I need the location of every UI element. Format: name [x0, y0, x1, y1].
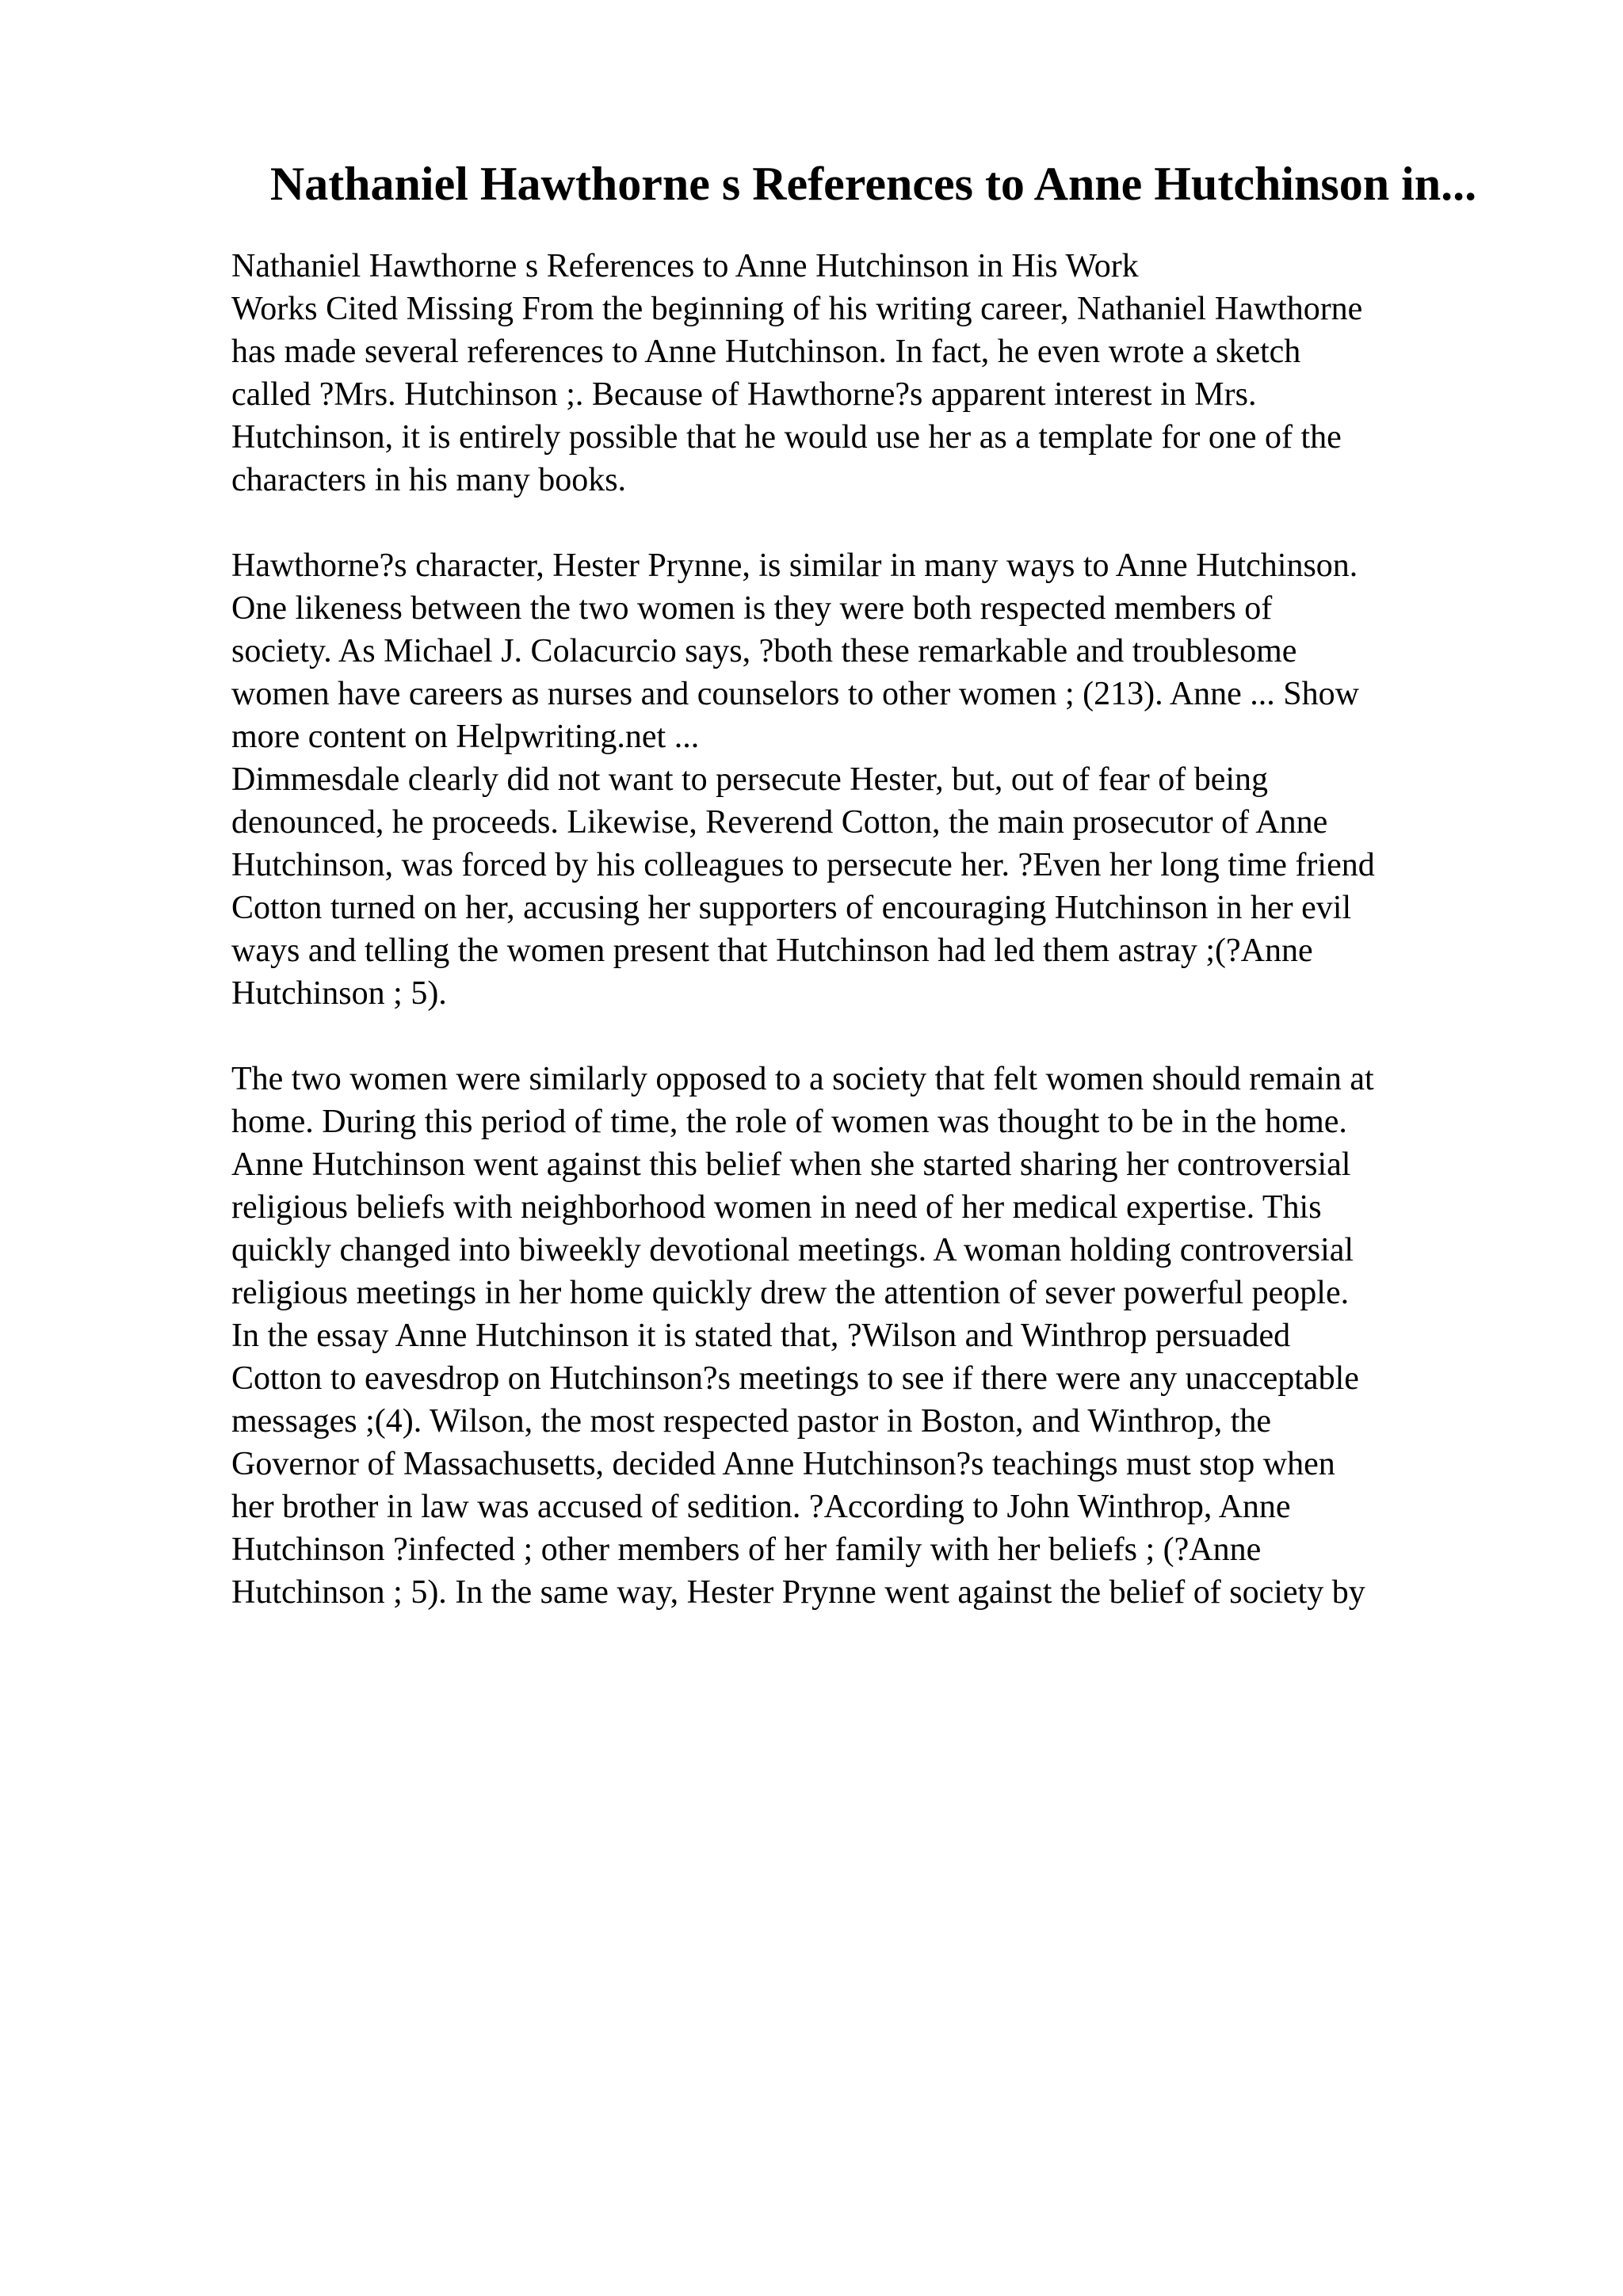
text-line: One likeness between the two women is they were both respected members of: [231, 590, 1273, 627]
text-line: Dimmesdale clearly did not want to persecute Hester, but, out of fear of being: [231, 761, 1269, 798]
text-line: Governor of Massachusetts, decided Anne Hutchinson?s teachings must stop when: [231, 1446, 1335, 1482]
text-line: The two women were similarly opposed to a society that felt women should remain at: [231, 1061, 1374, 1097]
text-line: Anne Hutchinson went against this belief when she started sharing her controversial: [231, 1146, 1351, 1183]
text-line: characters in his many books.: [231, 462, 627, 498]
text-line: ways and telling the women present that Hutchinson had led them astray ;(?Anne: [231, 933, 1313, 969]
text-line: Nathaniel Hawthorne s References to Anne Hutchinson in His Work: [231, 248, 1139, 284]
text-line: Hutchinson ; 5).: [231, 975, 447, 1012]
text-line: Hutchinson ?infected ; other members of her family with her beliefs ; (?Anne: [231, 1531, 1262, 1568]
text-line: religious beliefs with neighborhood women in need of her medical expertise. This: [231, 1189, 1322, 1226]
text-line: society. As Michael J. Colacurcio says, ?both these remarkable and troublesome: [231, 633, 1297, 669]
text-line: more content on Helpwriting.net ...: [231, 719, 700, 755]
paragraph: [231, 1058, 1515, 1614]
text-line: messages ;(4). Wilson, the most respected pastor in Boston, and Winthrop, the: [231, 1403, 1272, 1440]
paragraph: [231, 544, 1515, 1015]
text-line: denounced, he proceeds. Likewise, Reverend Cotton, the main prosecutor of Anne: [231, 804, 1328, 841]
document-body: [231, 245, 1515, 1614]
text-line: Hutchinson ; 5). In the same way, Hester Prynne went against the belief of society by: [231, 1574, 1365, 1611]
text-line: home. During this period of time, the role of women was thought to be in the home.: [231, 1104, 1347, 1140]
text-line: Hawthorne?s character, Hester Prynne, is similar in many ways to Anne Hutchinson.: [231, 547, 1358, 584]
document-title: Nathaniel Hawthorne s References to Anne Hutchinson in...: [269, 158, 1477, 210]
text-line: Cotton turned on her, accusing her supporters of encouraging Hutchinson in her evil: [231, 890, 1352, 926]
paragraph: [231, 245, 1515, 502]
paragraph-gap: [231, 502, 1515, 544]
paragraph-gap: [231, 1015, 1515, 1058]
text-line: called ?Mrs. Hutchinson ;. Because of Hawthorne?s apparent interest in Mrs.: [231, 376, 1257, 413]
text-line: Hutchinson, was forced by his colleagues to persecute her. ?Even her long time friend: [231, 847, 1375, 883]
text-line: Hutchinson, it is entirely possible that he would use her as a template for one of the: [231, 419, 1342, 456]
text-line: quickly changed into biweekly devotional meetings. A woman holding controversial: [231, 1232, 1354, 1268]
text-line: her brother in law was accused of sedition. ?According to John Winthrop, Anne: [231, 1489, 1291, 1525]
text-line: In the essay Anne Hutchinson it is stated that, ?Wilson and Winthrop persuaded: [231, 1318, 1291, 1354]
text-line: women have careers as nurses and counselors to other women ; (213). Anne ... Show: [231, 676, 1359, 712]
text-line: Works Cited Missing From the beginning of his writing career, Nathaniel Hawthorne: [231, 291, 1363, 327]
text-line: has made several references to Anne Hutchinson. In fact, he even wrote a sketch: [231, 334, 1301, 370]
text-line: religious meetings in her home quickly drew the attention of sever powerful people.: [231, 1275, 1350, 1311]
text-line: Cotton to eavesdrop on Hutchinson?s meetings to see if there were any unacceptable: [231, 1360, 1359, 1397]
